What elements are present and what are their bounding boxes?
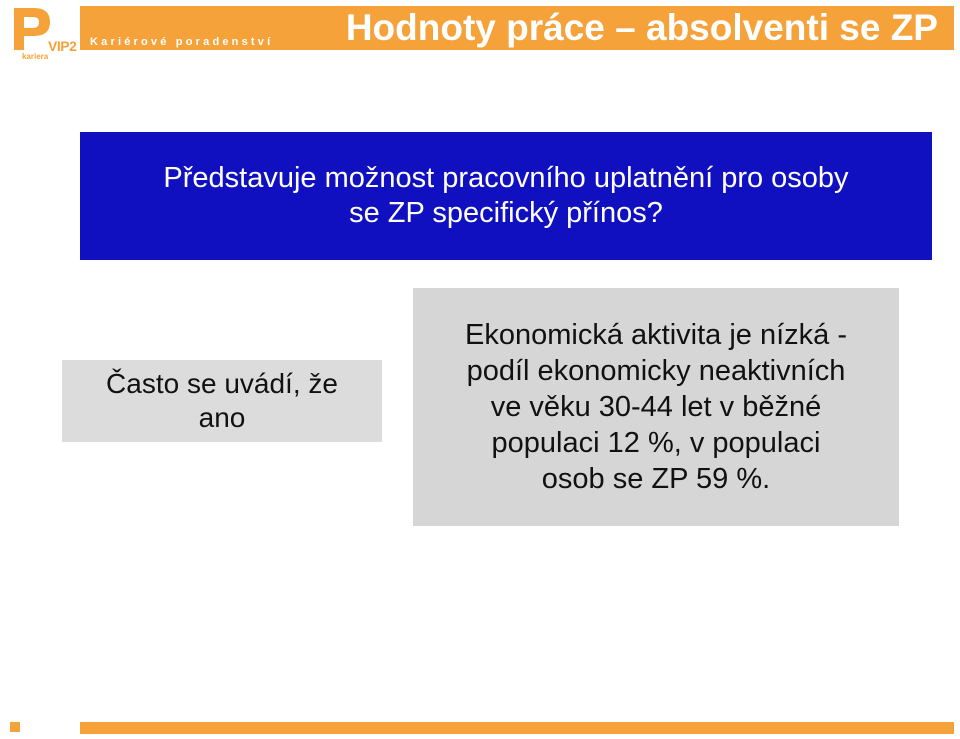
logo-text: VIP2 [48,38,77,54]
footer-square [10,722,20,732]
left-answer-text: Často se uvádí, že ano [106,368,338,433]
question-box [80,132,932,260]
question-text: Představuje možnost pracovního uplatnění pro osoby se ZP specifický přínos? [163,162,849,229]
logo-subtext: kariera [22,52,49,61]
left-answer-box [62,360,382,442]
right-answer-text: Ekonomická aktivita je nízká - podíl ekonomicky neaktivních ve věku 30-44 let v běžné populaci 12 %, v populaci osob se ZP 59 %. [465,319,847,495]
vip2-logo [8,4,78,62]
right-answer-box [413,288,899,526]
header-bar [80,6,954,50]
footer-bar [80,722,954,734]
page-title: Hodnoty práce – absolventi se ZP [345,7,938,48]
header-tagline: Kariérové poradenství [90,36,274,48]
